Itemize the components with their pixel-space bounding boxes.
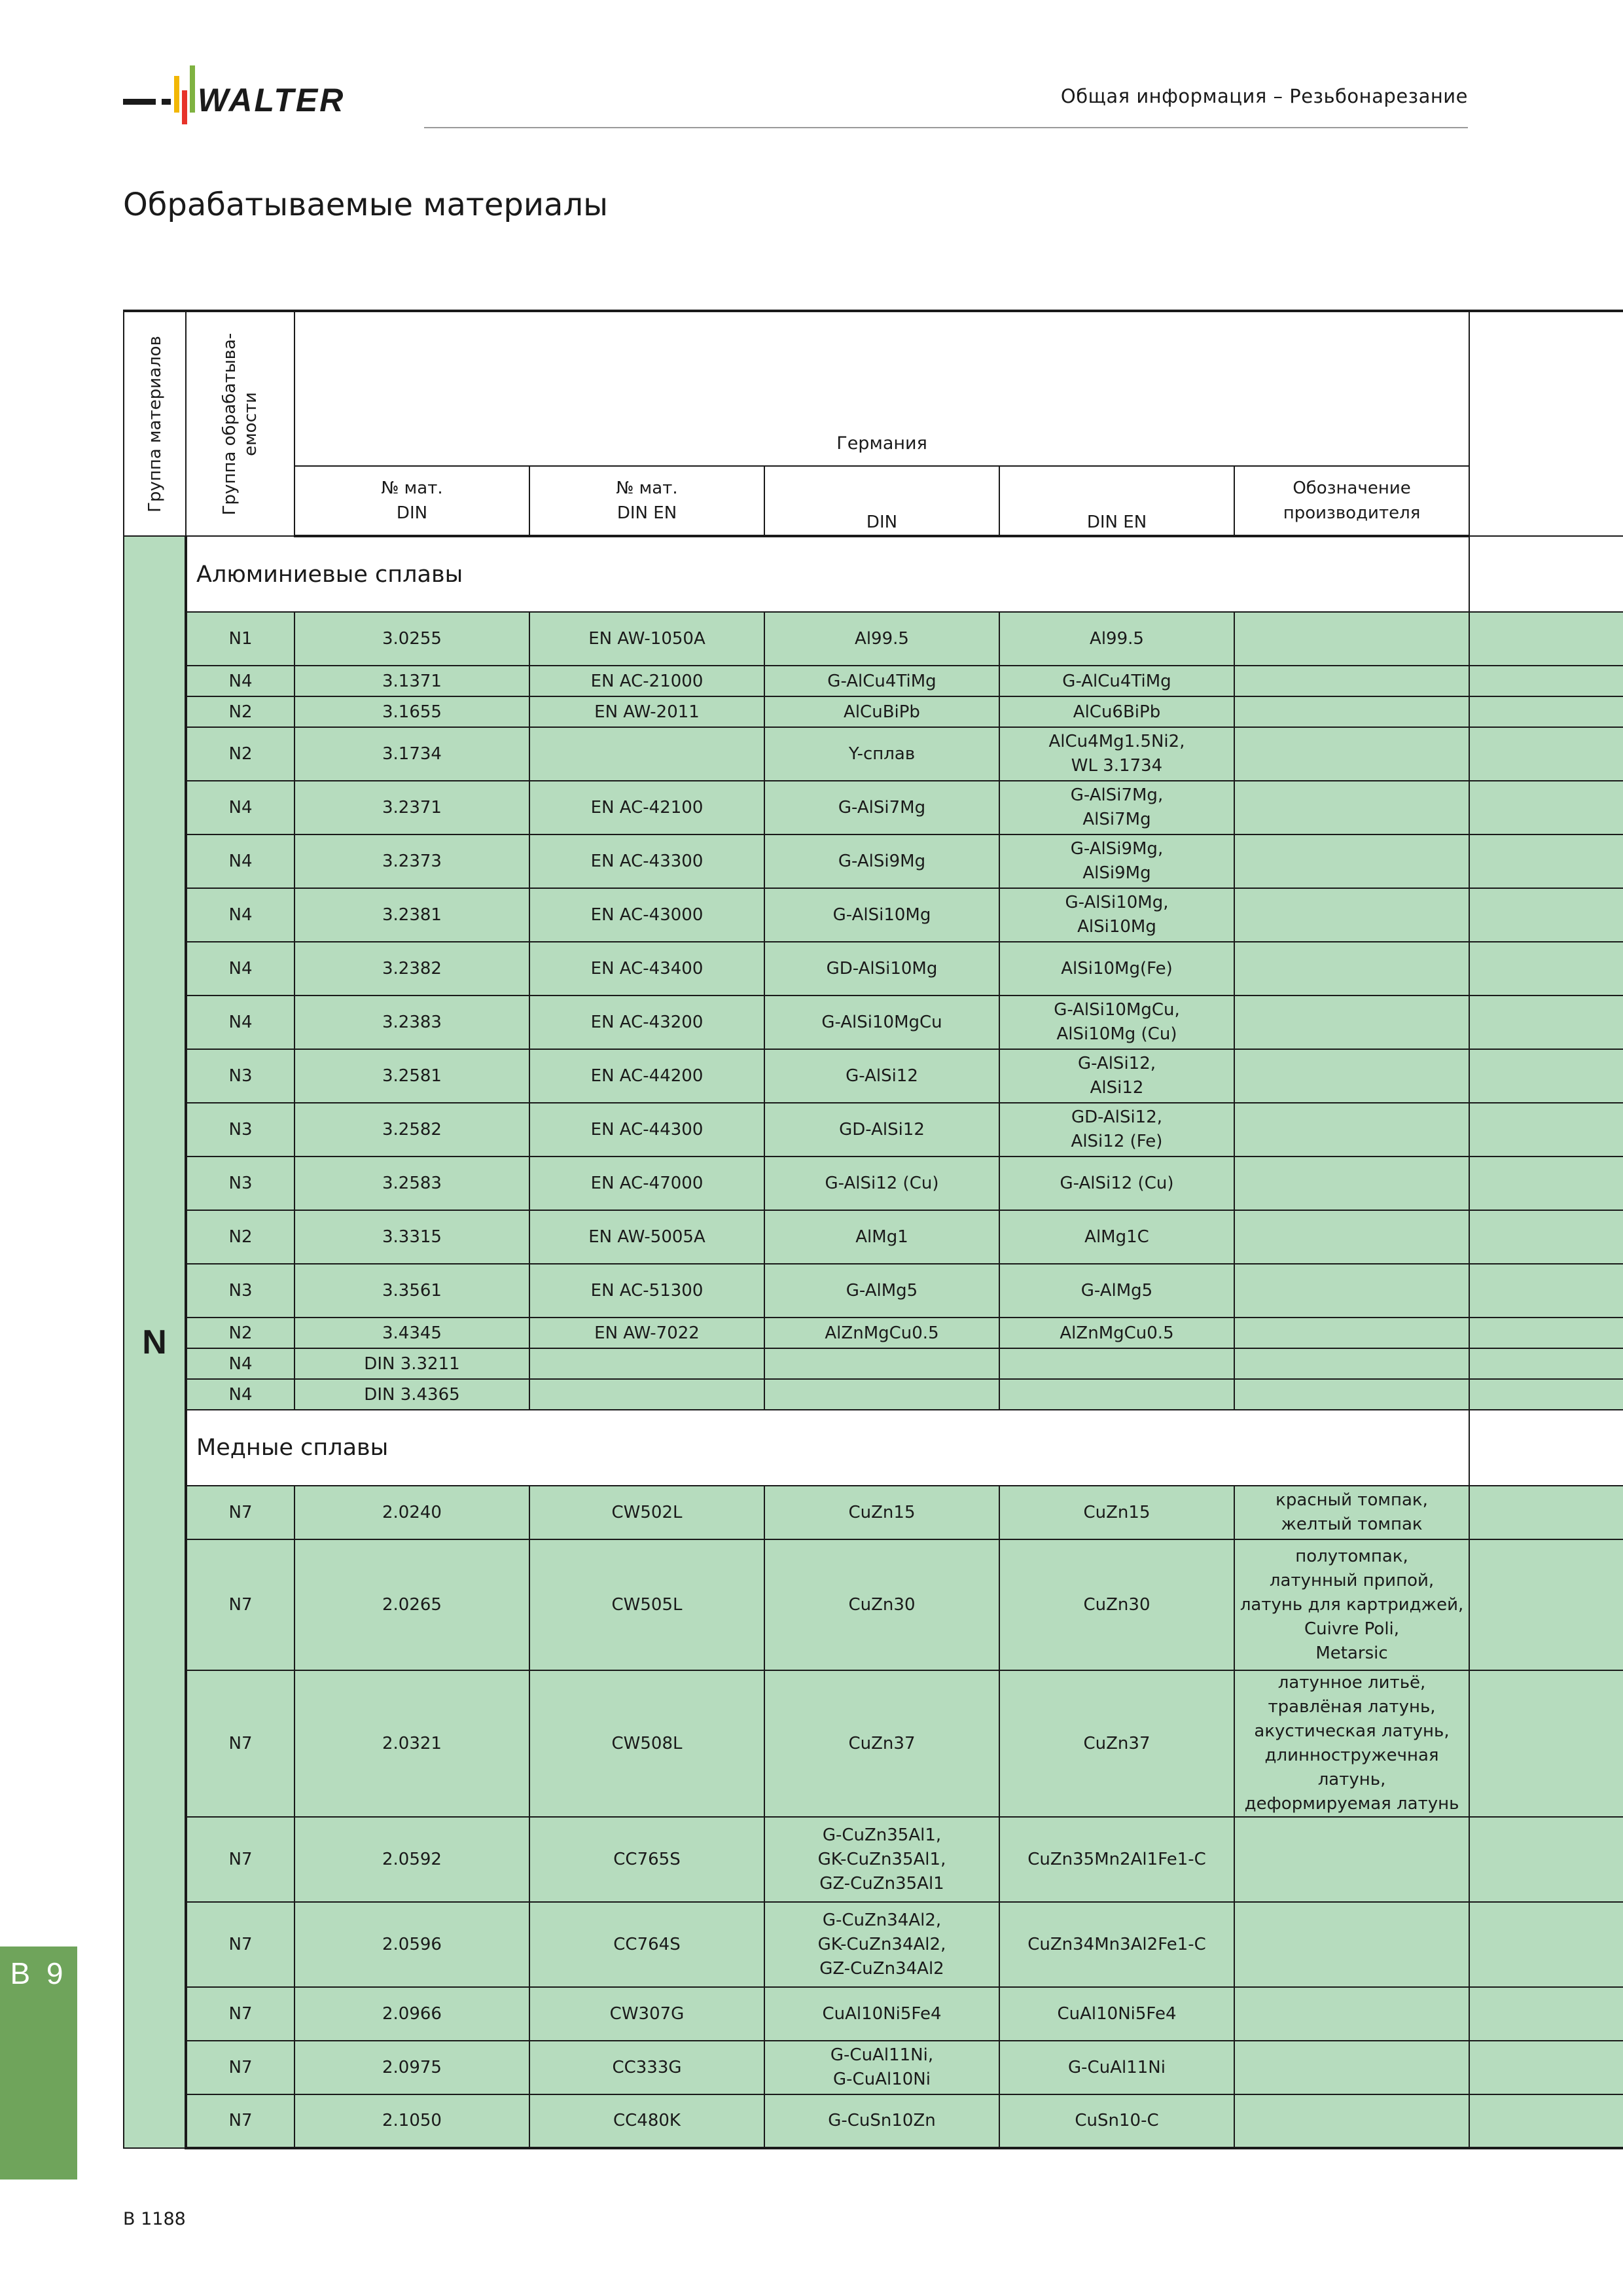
- cell-din-number: 3.1371: [294, 666, 529, 696]
- cell-din: G-CuZn35Al1, GK-CuZn35Al1, GZ-CuZn35Al1: [764, 1817, 999, 1902]
- cell-din: CuAl10Ni5Fe4: [764, 1987, 999, 2041]
- cell-din-en: CuSn10-C: [999, 2094, 1234, 2148]
- cell-din: G-AlSi7Mg: [764, 781, 999, 834]
- cell-din-en-number: EN AC-43200: [529, 996, 764, 1049]
- cell-din: [764, 1348, 999, 1379]
- cell-din: G-CuSn10Zn: [764, 2094, 999, 2148]
- header-din-number: № мат. DIN: [294, 466, 529, 536]
- cell-manufacturer: [1234, 1210, 1469, 1264]
- cell-din-number: 3.0255: [294, 612, 529, 666]
- cell-extra: [1469, 666, 1623, 696]
- cell-din-en-number: EN AC-44200: [529, 1049, 764, 1103]
- table-row: [124, 1902, 1623, 1987]
- cell-din-en: CuAl10Ni5Fe4: [999, 1987, 1234, 2041]
- cell-extra: [1469, 1670, 1623, 1817]
- cell-din-en-number: [529, 727, 764, 781]
- cell-machinability-group: N3: [186, 1049, 294, 1103]
- cell-extra: [1469, 1486, 1623, 1539]
- cell-manufacturer: [1234, 1817, 1469, 1902]
- cell-din-number: 3.2373: [294, 834, 529, 888]
- cell-din-en-number: EN AC-42100: [529, 781, 764, 834]
- cell-extra: [1469, 1210, 1623, 1264]
- cell-extra: [1469, 942, 1623, 996]
- section-title: Медные сплавы: [186, 1410, 1469, 1486]
- cell-din-number: 2.0966: [294, 1987, 529, 2041]
- table-row: [124, 888, 1623, 942]
- cell-din: Al99.5: [764, 612, 999, 666]
- section-row: [124, 536, 1623, 612]
- cell-extra: [1469, 1103, 1623, 1157]
- cell-din: G-AlSi10MgCu: [764, 996, 999, 1049]
- chapter-tab: [0, 1946, 77, 2179]
- cell-din-number: 2.0240: [294, 1486, 529, 1539]
- cell-din: CuZn30: [764, 1539, 999, 1670]
- cell-machinability-group: N7: [186, 1817, 294, 1902]
- table-row: [124, 1486, 1623, 1539]
- cell-din-en-number: CW508L: [529, 1670, 764, 1817]
- cell-manufacturer: [1234, 1157, 1469, 1210]
- cell-din-en-number: [529, 1348, 764, 1379]
- cell-din-en-number: EN AC-43400: [529, 942, 764, 996]
- table-row: [124, 727, 1623, 781]
- table-row: [124, 666, 1623, 696]
- cell-din-number: 3.2371: [294, 781, 529, 834]
- cell-manufacturer: [1234, 888, 1469, 942]
- cell-din-number: 2.0265: [294, 1539, 529, 1670]
- cell-din-en-number: EN AC-51300: [529, 1264, 764, 1318]
- cell-manufacturer: [1234, 942, 1469, 996]
- cell-manufacturer: [1234, 1348, 1469, 1379]
- table-row: [124, 1670, 1623, 1817]
- cell-din-en-number: CC764S: [529, 1902, 764, 1987]
- table-row: [124, 1318, 1623, 1348]
- cell-din-number: DIN 3.3211: [294, 1348, 529, 1379]
- cell-din-en-number: EN AC-44300: [529, 1103, 764, 1157]
- cell-extra: [1469, 834, 1623, 888]
- cell-extra: [1469, 1157, 1623, 1210]
- cell-din-en-number: EN AW-5005A: [529, 1210, 764, 1264]
- cell-din-number: 2.0596: [294, 1902, 529, 1987]
- cell-din-en: AlCu6BiPb: [999, 696, 1234, 727]
- cell-din: G-CuZn34Al2, GK-CuZn34Al2, GZ-CuZn34Al2: [764, 1902, 999, 1987]
- table-row: [124, 1210, 1623, 1264]
- cell-manufacturer: [1234, 996, 1469, 1049]
- cell-din: G-AlSi12: [764, 1049, 999, 1103]
- cell-din-number: 3.3315: [294, 1210, 529, 1264]
- cell-extra: [1469, 696, 1623, 727]
- header-machinability-group: [186, 311, 294, 536]
- cell-din-en-number: EN AC-43300: [529, 834, 764, 888]
- cell-machinability-group: N4: [186, 781, 294, 834]
- cell-din-en: G-AlSi10Mg, AlSi10Mg: [999, 888, 1234, 942]
- cell-din-en-number: EN AW-1050A: [529, 612, 764, 666]
- cell-machinability-group: N4: [186, 996, 294, 1049]
- cell-extra: [1469, 727, 1623, 781]
- cell-din-en: G-AlMg5: [999, 1264, 1234, 1318]
- header-material-group: [124, 311, 186, 536]
- cell-din-number: 3.2382: [294, 942, 529, 996]
- cell-din: G-AlSi9Mg: [764, 834, 999, 888]
- header-manufacturer: Обозначение производителя: [1234, 466, 1469, 536]
- cell-din: G-AlCu4TiMg: [764, 666, 999, 696]
- header-din-en-number: № мат. DIN EN: [529, 466, 764, 536]
- cell-din-en-number: EN AW-2011: [529, 696, 764, 727]
- cell-extra: [1469, 1049, 1623, 1103]
- table-row: [124, 1103, 1623, 1157]
- cell-machinability-group: N1: [186, 612, 294, 666]
- walter-logo: [123, 62, 398, 131]
- cell-din-number: 2.0975: [294, 2041, 529, 2094]
- cell-din-en: Al99.5: [999, 612, 1234, 666]
- cell-din-en-number: CC480K: [529, 2094, 764, 2148]
- header-divider: [424, 127, 1468, 128]
- cell-manufacturer: [1234, 2094, 1469, 2148]
- cell-din: G-AlSi10Mg: [764, 888, 999, 942]
- cell-manufacturer: красный томпак, желтый томпак: [1234, 1486, 1469, 1539]
- cell-extra: [1469, 1318, 1623, 1348]
- cell-din-number: 2.1050: [294, 2094, 529, 2148]
- cell-din-number: 3.2583: [294, 1157, 529, 1210]
- table-row: [124, 1157, 1623, 1210]
- table-row: [124, 1379, 1623, 1410]
- cell-machinability-group: N4: [186, 834, 294, 888]
- cell-din-en: GD-AlSi12, AlSi12 (Fe): [999, 1103, 1234, 1157]
- cell-machinability-group: N4: [186, 1379, 294, 1410]
- cell-din-en: AlSi10Mg(Fe): [999, 942, 1234, 996]
- cell-extra: [1469, 1264, 1623, 1318]
- cell-machinability-group: N4: [186, 666, 294, 696]
- cell-din-en: CuZn30: [999, 1539, 1234, 1670]
- cell-din-number: 3.2383: [294, 996, 529, 1049]
- cell-manufacturer: [1234, 696, 1469, 727]
- cell-din-en-number: CC333G: [529, 2041, 764, 2094]
- cell-din-en-number: EN AC-43000: [529, 888, 764, 942]
- cell-manufacturer: [1234, 727, 1469, 781]
- cell-manufacturer: латунное литьё, травлёная латунь, акустическая латунь, длинностружечная латунь, деформируемая латунь: [1234, 1670, 1469, 1817]
- cell-machinability-group: N7: [186, 1902, 294, 1987]
- cell-manufacturer: [1234, 2041, 1469, 2094]
- cell-din: AlMg1: [764, 1210, 999, 1264]
- cell-din-number: 3.3561: [294, 1264, 529, 1318]
- header-title: Общая информация – Резьбонарезание: [1060, 85, 1468, 107]
- cell-din-number: 3.2381: [294, 888, 529, 942]
- cell-manufacturer: [1234, 666, 1469, 696]
- cell-din-en: CuZn34Mn3Al2Fe1-C: [999, 1902, 1234, 1987]
- cell-din: AlZnMgCu0.5: [764, 1318, 999, 1348]
- cell-din-en: AlMg1C: [999, 1210, 1234, 1264]
- cell-din: AlCuBiPb: [764, 696, 999, 727]
- cell-manufacturer: [1234, 1103, 1469, 1157]
- materials-table-container: [123, 310, 1623, 2149]
- table-row: [124, 781, 1623, 834]
- cell-machinability-group: N4: [186, 1348, 294, 1379]
- cell-din-en: G-AlCu4TiMg: [999, 666, 1234, 696]
- cell-manufacturer: [1234, 1902, 1469, 1987]
- cell-din: [764, 1379, 999, 1410]
- cell-machinability-group: N4: [186, 942, 294, 996]
- cell-machinability-group: N7: [186, 1987, 294, 2041]
- table-row: [124, 1987, 1623, 2041]
- cell-din-number: 3.1655: [294, 696, 529, 727]
- table-row: [124, 612, 1623, 666]
- table-row: [124, 1049, 1623, 1103]
- cell-din-en-number: CW505L: [529, 1539, 764, 1670]
- cell-machinability-group: N2: [186, 1210, 294, 1264]
- cell-machinability-group: N2: [186, 1318, 294, 1348]
- cell-din: GD-AlSi12: [764, 1103, 999, 1157]
- cell-din-number: 3.2581: [294, 1049, 529, 1103]
- cell-machinability-group: N7: [186, 2041, 294, 2094]
- cell-extra: [1469, 2094, 1623, 2148]
- cell-din: CuZn37: [764, 1670, 999, 1817]
- section-extra-cell: [1469, 1410, 1623, 1486]
- cell-machinability-group: N7: [186, 2094, 294, 2148]
- table-row: [124, 1348, 1623, 1379]
- material-group-letter: N: [124, 536, 186, 2148]
- cell-din-en: CuZn37: [999, 1670, 1234, 1817]
- page-title: Обрабатываемые материалы: [123, 187, 609, 223]
- cell-din: CuZn15: [764, 1486, 999, 1539]
- cell-din: G-AlMg5: [764, 1264, 999, 1318]
- materials-table: [123, 310, 1623, 2149]
- cell-din-en: G-CuAl11Ni: [999, 2041, 1234, 2094]
- cell-manufacturer: [1234, 1049, 1469, 1103]
- cell-din-en-number: EN AC-21000: [529, 666, 764, 696]
- cell-extra: [1469, 1348, 1623, 1379]
- cell-machinability-group: N4: [186, 888, 294, 942]
- page-number: B 1188: [123, 2209, 186, 2229]
- table-row: [124, 834, 1623, 888]
- cell-machinability-group: N2: [186, 727, 294, 781]
- cell-din-en: G-AlSi12, AlSi12: [999, 1049, 1234, 1103]
- cell-extra: [1469, 1987, 1623, 2041]
- header-material-group-label: Группа материалов: [145, 335, 165, 512]
- cell-extra: [1469, 1902, 1623, 1987]
- cell-din-en-number: CW502L: [529, 1486, 764, 1539]
- cell-extra: [1469, 1539, 1623, 1670]
- table-row: [124, 942, 1623, 996]
- cell-manufacturer: [1234, 1379, 1469, 1410]
- cell-din-en: AlZnMgCu0.5: [999, 1318, 1234, 1348]
- cell-din-number: 3.1734: [294, 727, 529, 781]
- cell-din-number: 3.2582: [294, 1103, 529, 1157]
- cell-extra: [1469, 2041, 1623, 2094]
- table-row: [124, 2094, 1623, 2148]
- header-machinability-group-label: Группа обрабатыва- емости: [220, 332, 260, 515]
- cell-machinability-group: N7: [186, 1539, 294, 1670]
- header-country: Германия: [294, 311, 1469, 466]
- table-row: [124, 696, 1623, 727]
- table-row: [124, 1817, 1623, 1902]
- cell-din: G-AlSi12 (Cu): [764, 1157, 999, 1210]
- table-row: [124, 1539, 1623, 1670]
- table-row: [124, 1264, 1623, 1318]
- cell-extra: [1469, 996, 1623, 1049]
- materials-table-body: [124, 536, 1623, 2148]
- cell-din-en: G-AlSi10MgCu, AlSi10Mg (Cu): [999, 996, 1234, 1049]
- cell-din-en: AlCu4Mg1.5Ni2, WL 3.1734: [999, 727, 1234, 781]
- cell-din-en-number: EN AW-7022: [529, 1318, 764, 1348]
- table-row: [124, 996, 1623, 1049]
- cell-din-en: [999, 1379, 1234, 1410]
- cell-extra: [1469, 612, 1623, 666]
- cell-din: Y-сплав: [764, 727, 999, 781]
- cell-manufacturer: [1234, 1264, 1469, 1318]
- cell-din-en: CuZn15: [999, 1486, 1234, 1539]
- cell-din-en: CuZn35Mn2Al1Fe1-C: [999, 1817, 1234, 1902]
- header-din: DIN: [764, 466, 999, 536]
- cell-manufacturer: [1234, 1318, 1469, 1348]
- header-din-en: DIN EN: [999, 466, 1234, 536]
- cell-machinability-group: N3: [186, 1264, 294, 1318]
- cell-manufacturer: [1234, 1987, 1469, 2041]
- cell-din: GD-AlSi10Mg: [764, 942, 999, 996]
- cell-extra: [1469, 1817, 1623, 1902]
- cell-din-number: 2.0321: [294, 1670, 529, 1817]
- header-extra-column: [1469, 311, 1623, 536]
- cell-machinability-group: N3: [186, 1103, 294, 1157]
- chapter-tab-label: B 9: [10, 1956, 67, 1990]
- cell-din-en: G-AlSi7Mg, AlSi7Mg: [999, 781, 1234, 834]
- cell-din-en: G-AlSi12 (Cu): [999, 1157, 1234, 1210]
- cell-din-number: DIN 3.4365: [294, 1379, 529, 1410]
- cell-manufacturer: полутомпак, латунный припой, латунь для картриджей, Cuivre Poli, Metarsic: [1234, 1539, 1469, 1670]
- cell-machinability-group: N7: [186, 1486, 294, 1539]
- cell-din-en: [999, 1348, 1234, 1379]
- cell-machinability-group: N2: [186, 696, 294, 727]
- cell-extra: [1469, 1379, 1623, 1410]
- cell-manufacturer: [1234, 612, 1469, 666]
- svg-text:WALTER: WALTER: [198, 82, 346, 118]
- section-extra-cell: [1469, 536, 1623, 612]
- table-row: [124, 2041, 1623, 2094]
- cell-din-en-number: [529, 1379, 764, 1410]
- cell-din-en-number: EN AC-47000: [529, 1157, 764, 1210]
- cell-machinability-group: N3: [186, 1157, 294, 1210]
- cell-machinability-group: N7: [186, 1670, 294, 1817]
- cell-manufacturer: [1234, 834, 1469, 888]
- cell-extra: [1469, 781, 1623, 834]
- cell-din-number: 3.4345: [294, 1318, 529, 1348]
- cell-din: G-CuAl11Ni, G-CuAl10Ni: [764, 2041, 999, 2094]
- cell-din-number: 2.0592: [294, 1817, 529, 1902]
- cell-din-en-number: CC765S: [529, 1817, 764, 1902]
- cell-din-en-number: CW307G: [529, 1987, 764, 2041]
- section-row: [124, 1410, 1623, 1486]
- section-title: Алюминиевые сплавы: [186, 536, 1469, 612]
- cell-manufacturer: [1234, 781, 1469, 834]
- cell-din-en: G-AlSi9Mg, AlSi9Mg: [999, 834, 1234, 888]
- cell-extra: [1469, 888, 1623, 942]
